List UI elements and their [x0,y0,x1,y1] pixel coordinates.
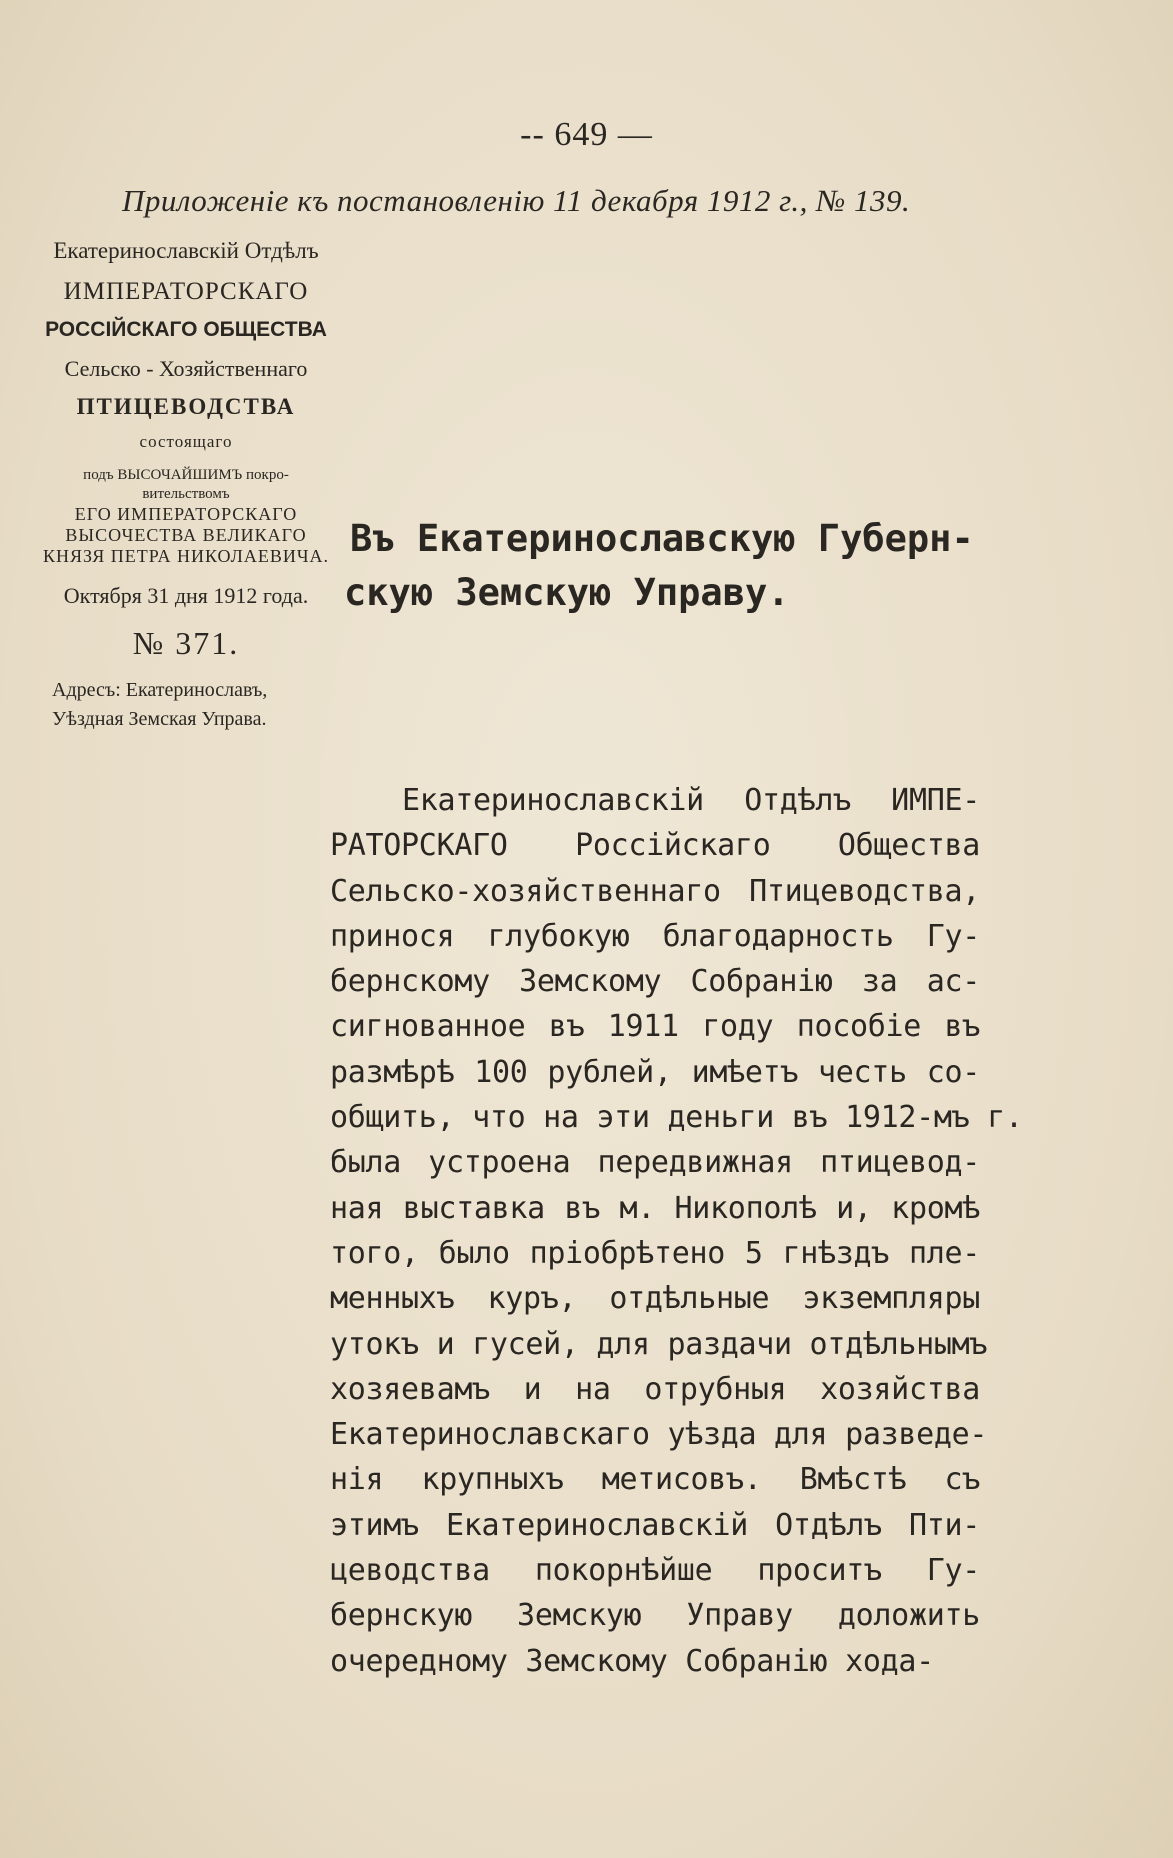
stamp-line: КНЯЗЯ ПЕТРА НИКОЛАЕВИЧА. [42,546,330,566]
body-line: Сельско-хозяйственнаго Птицеводства, [330,873,980,909]
body-line: нія крупныхъ метисовъ. Вмѣстѣ съ [330,1462,980,1498]
stamp-line: ВЫСОЧЕСТВА ВЕЛИКАГО [65,525,307,545]
stamp-line: Екатеринославскій Отдѣлъ [53,238,319,263]
stamp-number: № 371. [132,625,240,661]
body-line: Екатеринославскій Отдѣлъ ИМПЕ- [402,783,980,818]
body-line: очередному Земскому Собранію хода- [330,1643,934,1679]
body-line: РАТОРСКАГО Россійскаго Общества [330,828,980,864]
recipient-line: скую Земскую Управу. [344,571,790,614]
body-line: бернскую Земскую Управу доложить [330,1598,980,1634]
stamp-address-line: Адресъ: Екатеринославъ, [52,679,268,701]
stamp-line: ПТИЦЕВОДСТВА [76,394,296,419]
page-number: -- 649 — [520,116,653,153]
body-line: сигнованное въ 1911 году пособіе въ [330,1009,980,1045]
stamp-line: ИМПЕРАТОРСКАГО [63,278,309,305]
stamp-address [30,676,342,734]
stamp-line: вительствомъ [142,486,230,502]
stamp-line: Сельско - Хозяйственнаго [64,356,308,381]
body-line: цеводства покорнѣйше проситъ Гу- [330,1553,980,1589]
body-line: размѣрѣ 100 рублей, имѣетъ честь со- [330,1054,980,1090]
body-line: была устроена передвижная птицевод- [330,1145,980,1181]
stamp-date: Октября 31 дня 1912 года. [63,583,309,608]
recipient-heading [344,512,980,620]
body-line: менныхъ куръ, отдѣльные экземпляры [330,1281,980,1317]
stamp-address-line: Уѣздная Земская Управа. [52,708,267,730]
body-line: этимъ Екатеринославскій Отдѣлъ Пти- [330,1507,980,1543]
body-line: общить, что на эти деньги въ 1912-мъ г. [330,1100,1023,1136]
body-line: принося глубокую благодарность Гу- [330,918,980,954]
letterhead-stamp [30,238,342,734]
stamp-line: РОССІЙСКАГО ОБЩЕСТВА [45,318,327,341]
stamp-line: подъ ВЫСОЧАЙШИМЪ покро- [83,467,289,483]
body-line: того, было пріобрѣтено 5 гнѣздъ пле- [330,1235,980,1271]
stamp-line: состоящаго [139,432,233,451]
body-line: утокъ и гусей, для раздачи отдѣльнымъ [330,1326,988,1362]
stamp-line: ЕГО ИМПЕРАТОРСКАГО [74,504,298,524]
body-line: ная выставка въ м. Никополѣ и, кромѣ [330,1190,980,1226]
appendix-note: Приложеніе къ постановленію 11 декабря 1912 г., № 139. [122,183,911,218]
letter-body [330,778,1023,1684]
body-line: Екатеринославскаго уѣзда для разведе- [330,1417,988,1453]
recipient-line: Въ Екатеринославскую Губерн- [350,517,974,560]
body-line: бернскому Земскому Собранію за ас- [330,964,980,1000]
body-line: хозяевамъ и на отрубныя хозяйства [330,1371,980,1407]
